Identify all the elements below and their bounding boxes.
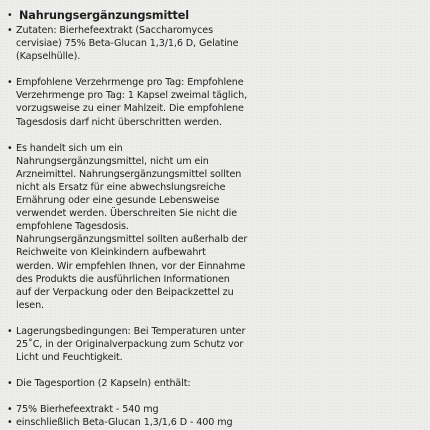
product-title: Nahrungsergänzungsmittel — [19, 9, 189, 22]
text-line: verwendet werden. Überschreiten Sie nicht die — [16, 208, 238, 220]
bullet-icon: • — [7, 77, 13, 89]
ingredients-section — [7, 24, 422, 63]
bullet-icon: • — [7, 417, 13, 429]
text-line: Zutaten: Bierhefeextrakt (Saccharomyces — [16, 25, 213, 36]
dosage-section — [7, 76, 422, 128]
spacer — [7, 129, 422, 142]
text-line: Lagerungsbedingungen: Bei Temperaturen unter — [16, 325, 246, 337]
text-line: Tagesdosis darf nicht überschritten werden. — [16, 116, 222, 128]
text-line: vorzugsweise zu einer Mahlzeit. Die empfohlene — [16, 103, 244, 115]
text-line: Reichweite von Kleinkindern aufbewahrt — [16, 247, 206, 259]
bullet-icon: • — [7, 10, 13, 21]
text-line: Verzehrmenge pro Tag: 1 Kapsel zweimal täglich, — [16, 90, 248, 102]
storage-section — [7, 325, 422, 364]
text-line: werden. Wir empfehlen Ihnen, vor der Einnahme — [16, 260, 246, 272]
spacer — [7, 312, 422, 325]
spacer — [7, 63, 422, 76]
text-line: 25˚C, in der Originalverpackung zum Schutz vor — [16, 338, 244, 350]
text-line: cervisiae) 75% Beta-Glucan 1,3/1,6 D, Gelatine — [16, 38, 239, 50]
text-line: 75% Bierhefeextrakt - 540 mg — [16, 404, 159, 416]
text-line: auf der Verpackung oder den Beipackzettel zu — [16, 286, 234, 298]
bullet-icon: • — [7, 325, 13, 337]
text-line: lesen. — [16, 299, 44, 311]
text-line: Ernährung oder eine gesunde Lebensweise — [16, 195, 220, 207]
text-line: Nahrungsergänzungsmittel, nicht um ein — [16, 155, 209, 167]
bullet-icon: • — [7, 25, 13, 36]
daily-portion-section — [7, 377, 422, 390]
text-line: nicht als Ersatz für eine abwechslungsreiche — [16, 181, 226, 193]
text-line: (Kapselhülle). — [16, 51, 81, 63]
text-line: Nahrungsergänzungsmittel sollten außerhalb der — [16, 234, 248, 246]
bullet-icon: • — [7, 378, 13, 390]
bullet-icon: • — [7, 142, 13, 154]
text-line: des Produkts die ausführlichen Informationen — [16, 273, 230, 285]
beta-glucan-item — [7, 416, 422, 429]
warning-section — [7, 142, 422, 312]
text-line: Empfohlene Verzehrmenge pro Tag: Empfohlene — [16, 77, 244, 89]
yeast-extract-item — [7, 403, 422, 416]
text-line: Arzneimittel. Nahrungsergänzungsmittel sollten — [16, 168, 242, 180]
spacer — [7, 390, 422, 403]
text-line: empfohlene Tagesdosis. — [16, 221, 129, 233]
text-line: Die Tagesportion (2 Kapseln) enthält: — [16, 378, 191, 390]
text-line: Es handelt sich um ein — [16, 142, 123, 154]
title-row — [7, 8, 422, 23]
text-line: Licht und Feuchtigkeit. — [16, 352, 123, 364]
spacer — [7, 364, 422, 377]
bullet-icon: • — [7, 404, 13, 416]
text-line: einschließlich Beta-Glucan 1,3/1,6 D - 400 mg — [16, 417, 233, 429]
